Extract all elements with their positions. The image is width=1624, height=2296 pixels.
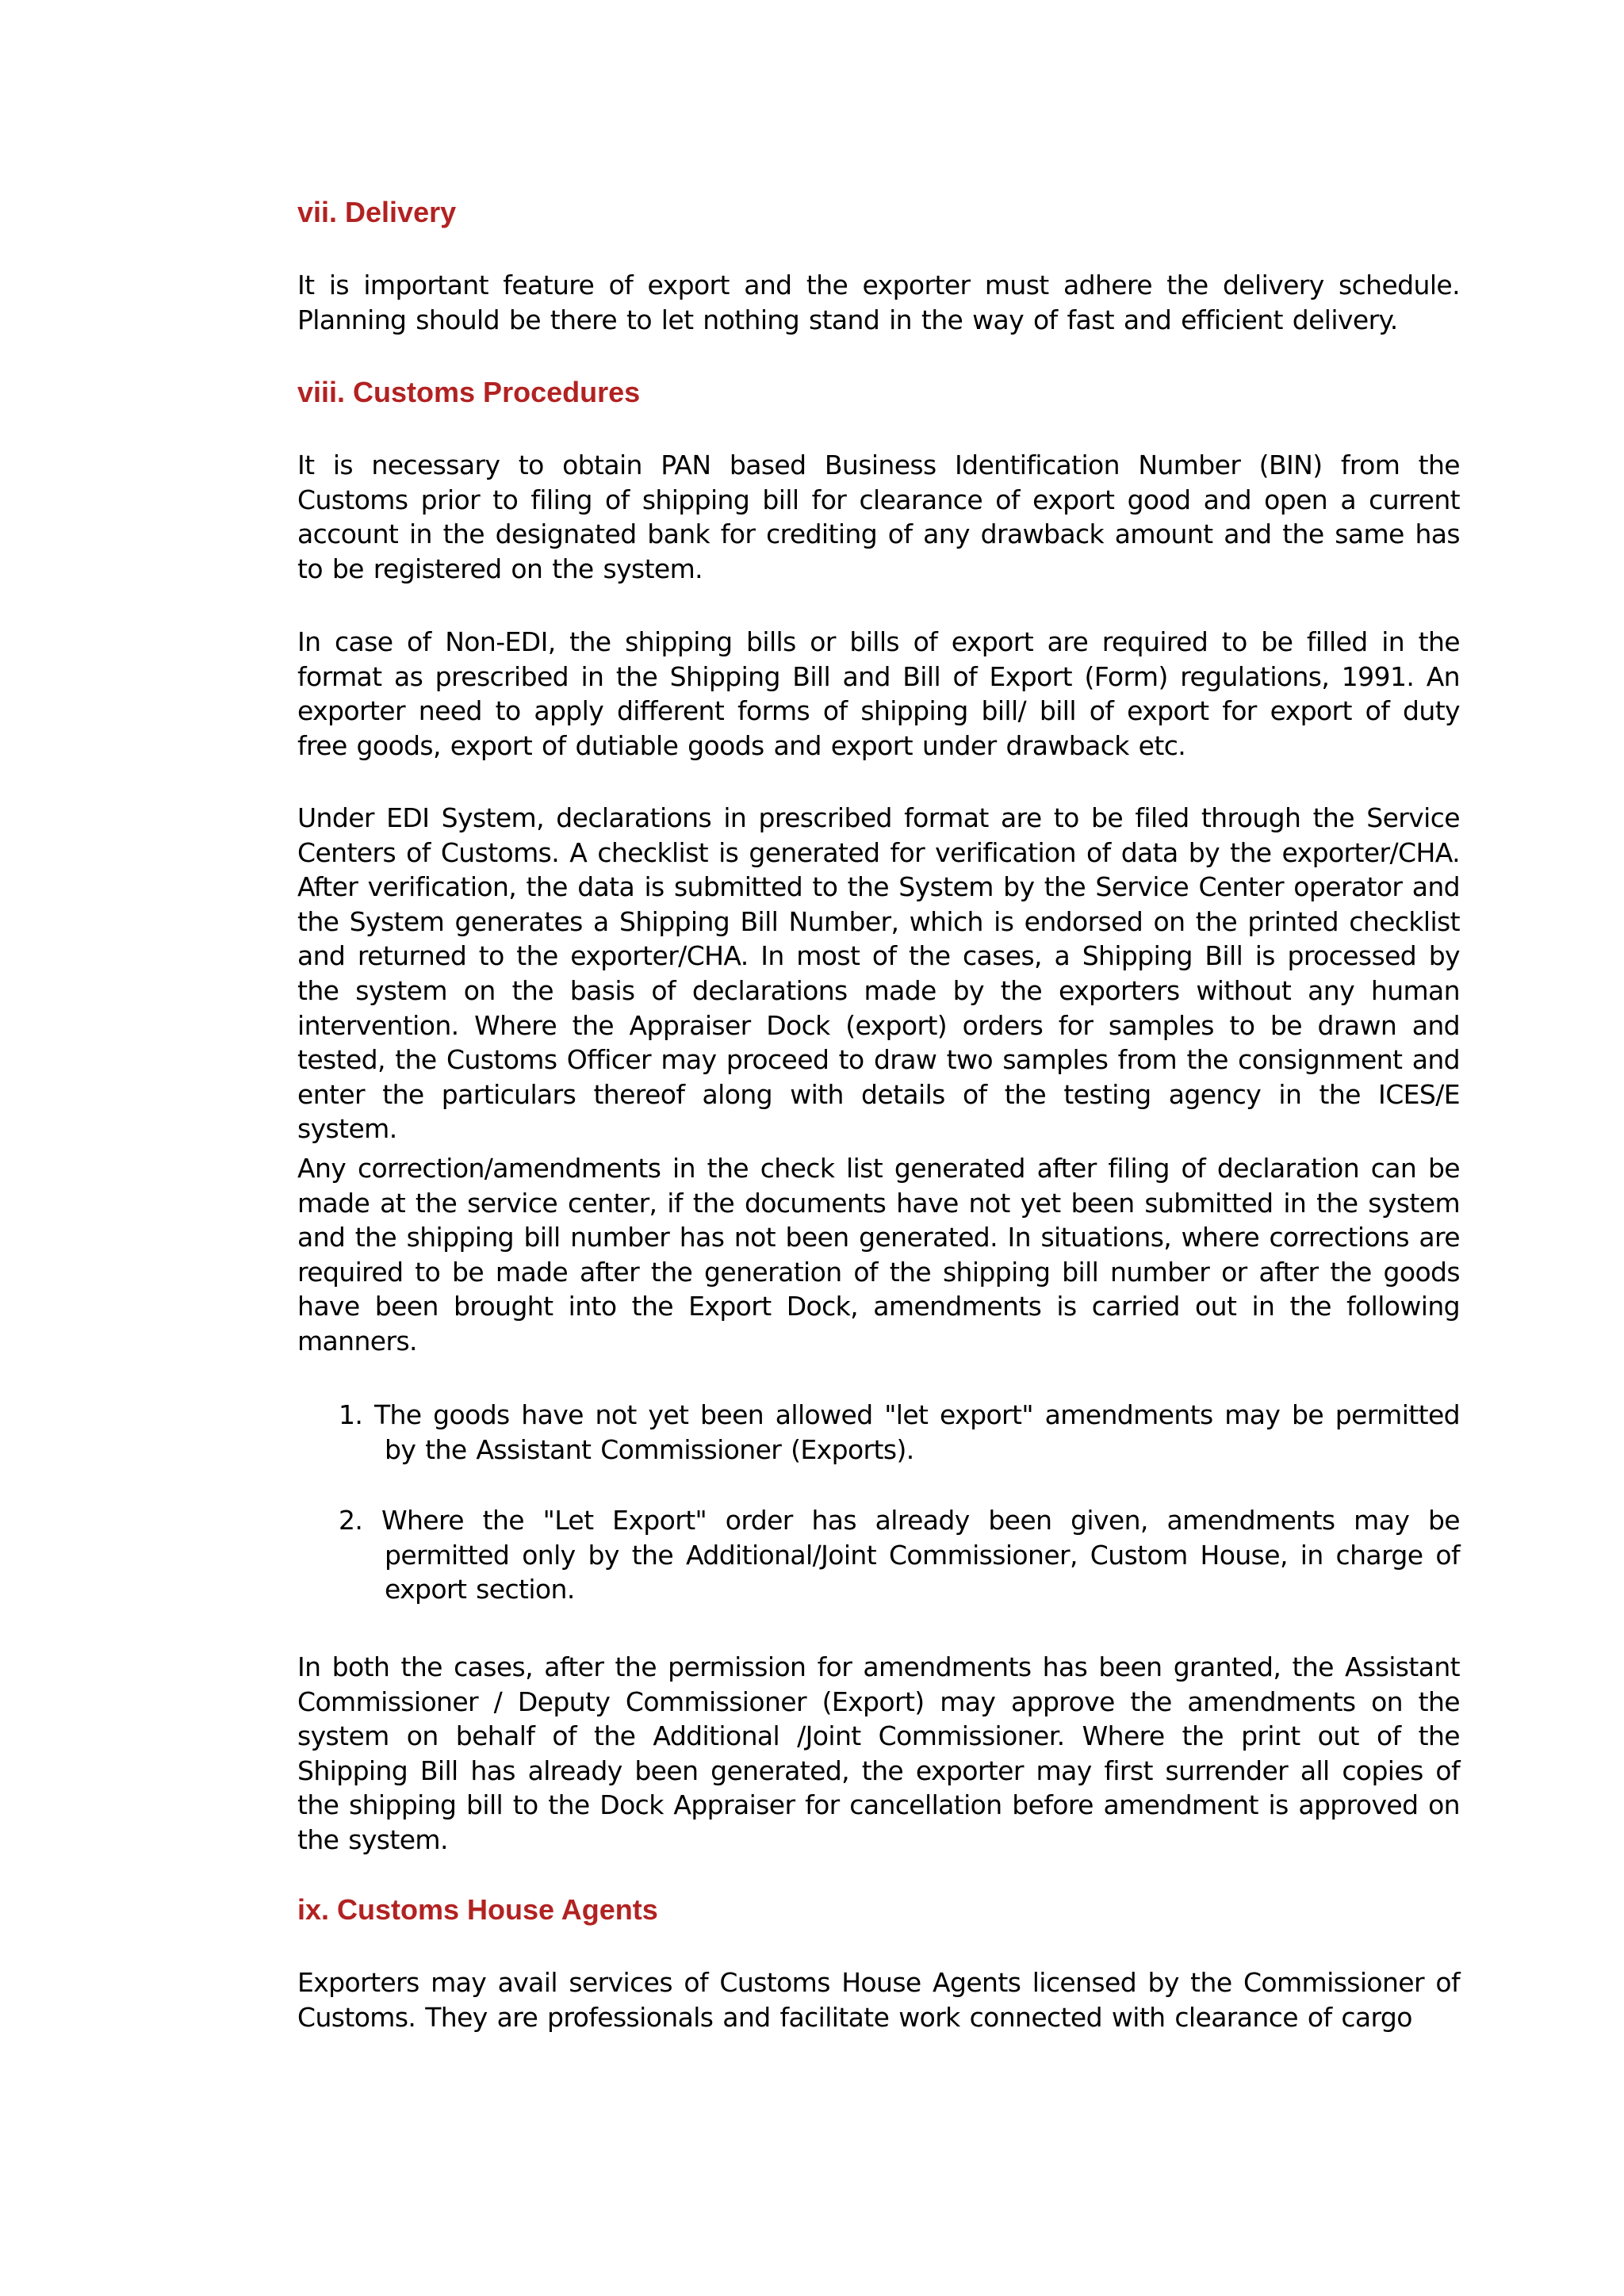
- list-item-let-export-not-allowed: 1. The goods have not yet been allowed "let export" amendments may be permitted by the Assistant Commissioner (Exports).: [339, 1399, 1460, 1465]
- paragraph-amendments: Any correction/amendments in the check list generated after filing of declaration can be made at the service center, if the documents have not yet been submitted in the system and the shipping bill number has not been generated. In situations, where corrections are required to be made after the generation of the shipping bill number or after the goods have been brought into the Export Dock, amendments is carried out in the following manners.: [297, 1153, 1460, 1357]
- list-item-let-export-given: 2. Where the "Let Export" order has already been given, amendments may be permitted only by the Additional/Joint Commissioner, Custom House, in charge of export section.: [339, 1505, 1460, 1605]
- heading-delivery: vii. Delivery: [297, 196, 457, 228]
- paragraph-delivery: It is important feature of export and the exporter must adhere the delivery schedule. Planning should be there to let nothing stand in the way of fast and efficient delivery.: [297, 270, 1460, 335]
- paragraph-customs-house-agents: Exporters may avail services of Customs House Agents licensed by the Commissioner of Customs. They are professionals and facilitate work connected with clearance of cargo: [297, 1967, 1460, 2033]
- paragraph-edi-system: Under EDI System, declarations in prescribed format are to be filed through the Service Centers of Customs. A checklist is generated for verification of data by the exporter/CHA. After verification, the data is submitted to the System by the Service Center operator and the System generates a Shipping Bill Number, which is endorsed on the printed checklist and returned to the exporter/CHA. In most of the cases, a Shipping Bill is processed by the system on the basis of declarations made by the exporters without any human intervention. Where the Appraiser Dock (export) orders for samples to be drawn and tested, the Customs Officer may proceed to draw two samples from the consignment and enter the particulars thereof along with details of the testing agency in the ICES/E system.: [297, 802, 1460, 1145]
- heading-customs-house-agents: ix. Customs House Agents: [297, 1893, 658, 1926]
- paragraph-both-cases: In both the cases, after the permission for amendments has been granted, the Assistant Commissioner / Deputy Commissioner (Export) may approve the amendments on the system on behalf of the Additional /Joint Commissioner. Where the print out of the Shipping Bill has already been generated, the exporter may first surrender all copies of the shipping bill to the Dock Appraiser for cancellation before amendment is approved on the system.: [297, 1651, 1460, 1855]
- paragraph-bin: It is necessary to obtain PAN based Business Identification Number (BIN) from the Customs prior to filing of shipping bill for clearance of export good and open a current account in the designated bank for crediting of any drawback amount and the same has to be registered on the system.: [297, 450, 1460, 584]
- paragraph-non-edi: In case of Non-EDI, the shipping bills or bills of export are required to be filled in the format as prescribed in the Shipping Bill and Bill of Export (Form) regulations, 1991. An exporter need to apply different forms of shipping bill/ bill of export for export of duty free goods, export of dutiable goods and export under drawback etc.: [297, 626, 1460, 761]
- heading-customs-procedures: viii. Customs Procedures: [297, 376, 641, 408]
